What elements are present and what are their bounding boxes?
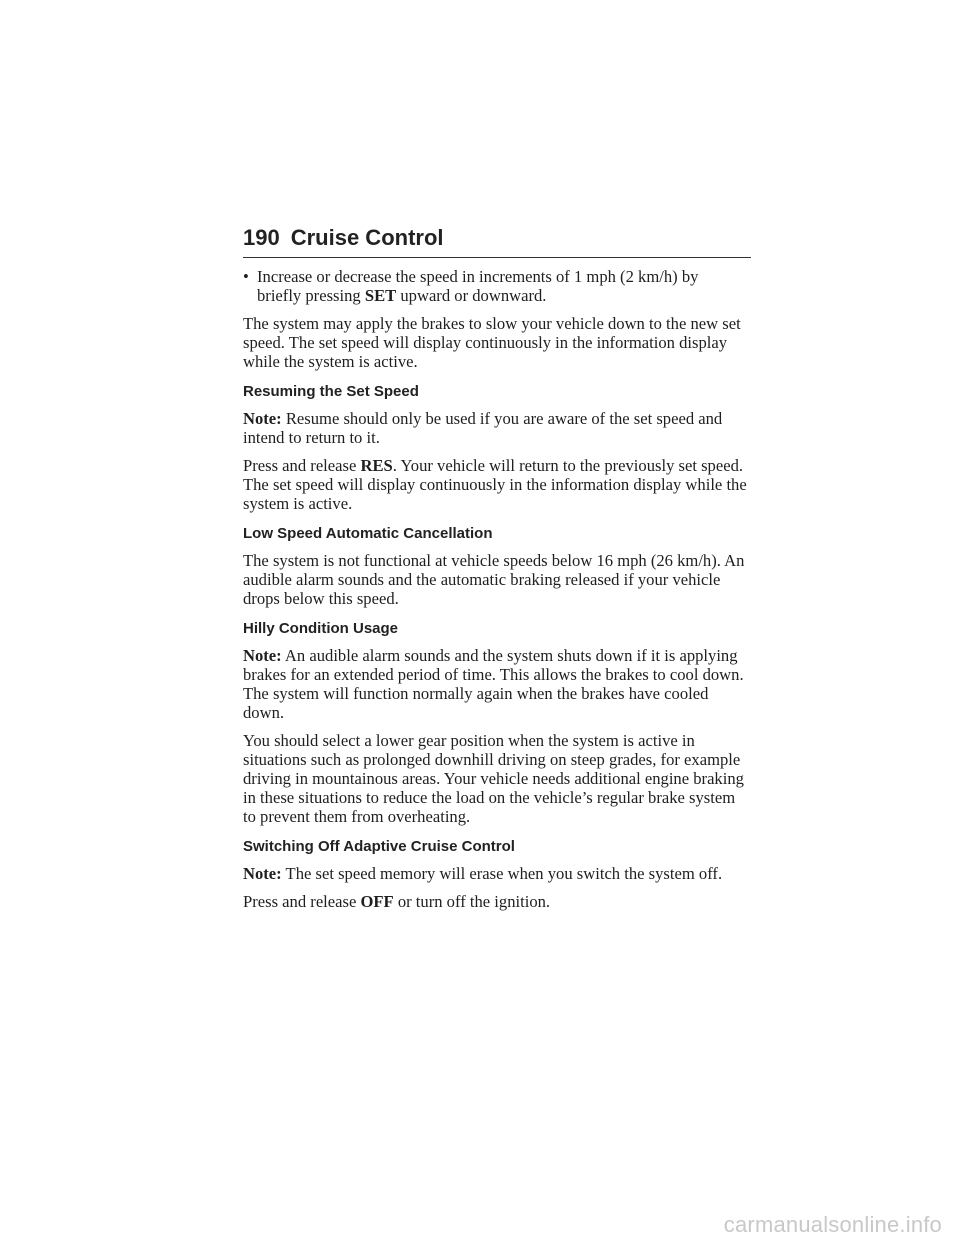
bullet-dot: • bbox=[243, 267, 249, 286]
watermark: carmanualsonline.info bbox=[723, 1212, 942, 1237]
note-paragraph bbox=[243, 409, 751, 447]
note-paragraph bbox=[243, 646, 751, 722]
press-text-post: or turn off the ignition. bbox=[393, 892, 551, 911]
set-key-label: SET bbox=[364, 286, 397, 305]
bullet-line-pre: briefly pressing bbox=[257, 286, 365, 305]
section-heading-off: Switching Off Adaptive Cruise Control bbox=[243, 838, 515, 855]
section-heading-hilly: Hilly Condition Usage bbox=[243, 620, 399, 637]
manual-page bbox=[243, 225, 751, 920]
bullet-line-post: upward or downward. bbox=[396, 286, 547, 305]
paragraph: The system is not functional at vehicle speeds below 16 mph (26 km/h). An audible alarm sounds and the automatic braking released if your vehicle drops below this speed. bbox=[243, 551, 745, 608]
press-text: Press and release bbox=[243, 892, 361, 911]
bullet-item bbox=[243, 267, 751, 305]
note-text: The set speed memory will erase when you switch the system off. bbox=[281, 864, 723, 883]
note-label: Note: bbox=[243, 409, 282, 428]
bullet-line: Increase or decrease the speed in increments of 1 mph (2 km/h) by bbox=[257, 267, 699, 286]
note-text: Resume should only be used if you are aware of the set speed and intend to return to it. bbox=[243, 409, 723, 447]
off-key-label: OFF bbox=[360, 892, 394, 911]
paragraph: You should select a lower gear position when the system is active in situations such as prolonged downhill driving on steep grades, for example driving in mountainous areas. Your vehicle needs additional engine braking in these situations to reduce the load on the vehicle’s regular brake system to prevent them from overheating. bbox=[243, 731, 744, 826]
chapter-title: Cruise Control bbox=[290, 225, 444, 250]
note-label: Note: bbox=[243, 646, 282, 665]
page-header bbox=[243, 225, 751, 258]
section-heading-resume: Resuming the Set Speed bbox=[243, 383, 419, 400]
note-paragraph bbox=[243, 864, 751, 883]
press-text: Press and release bbox=[243, 456, 361, 475]
section-heading-low-speed: Low Speed Automatic Cancellation bbox=[243, 525, 493, 542]
res-key-label: RES bbox=[360, 456, 393, 475]
bullet-text bbox=[257, 267, 751, 305]
paragraph: The system may apply the brakes to slow your vehicle down to the new set speed. The set speed will display continuously in the information display while the system is active. bbox=[243, 314, 741, 371]
page-body bbox=[243, 267, 751, 911]
page-number: 190 bbox=[243, 225, 280, 250]
press-text-post: . Your vehicle will return to the previously set speed. The set speed will display continuously in the information display while the system is active. bbox=[243, 456, 747, 513]
note-label: Note: bbox=[243, 864, 282, 883]
paragraph bbox=[243, 456, 751, 513]
note-text: An audible alarm sounds and the system shuts down if it is applying brakes for an extended period of time. This allows the brakes to cool down. The system will function normally again when the brakes have cooled down. bbox=[243, 646, 744, 722]
paragraph bbox=[243, 892, 751, 911]
